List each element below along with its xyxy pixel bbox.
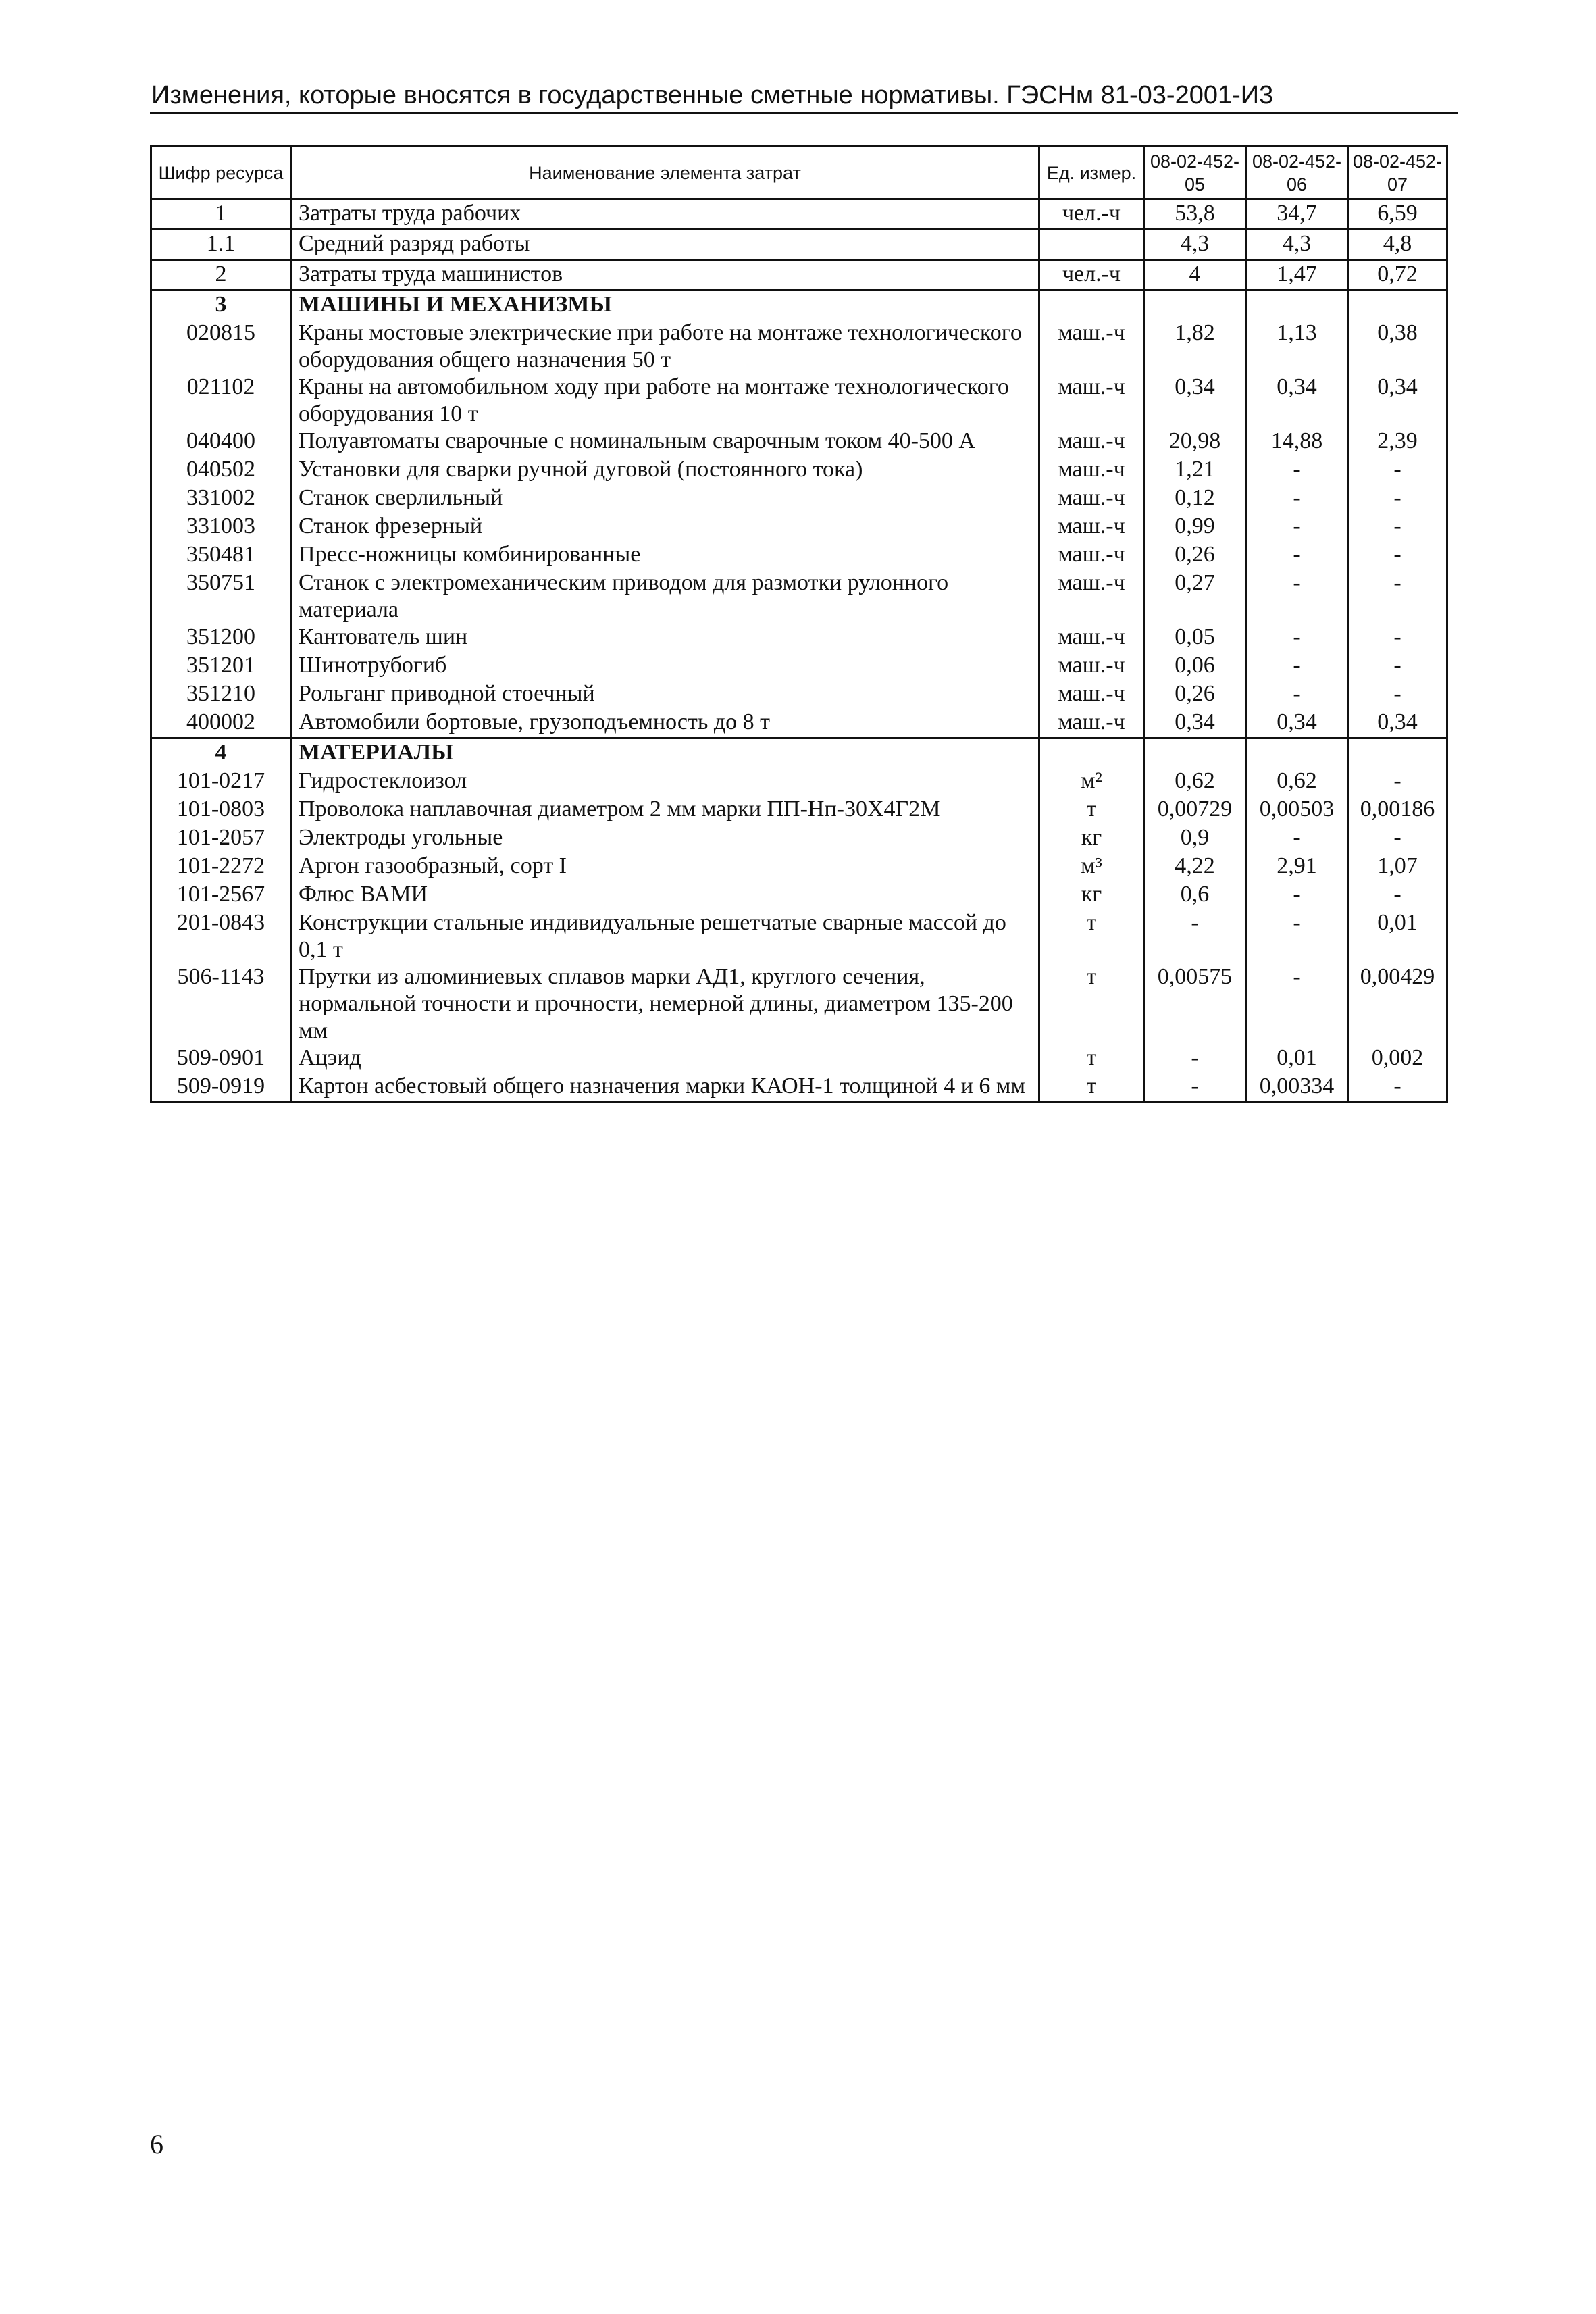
cell-value-452-06: 0,62 (1246, 768, 1348, 796)
cell-value-452-05 (1144, 738, 1246, 768)
table-row (151, 768, 1447, 796)
page-number: 6 (150, 2129, 163, 2159)
cell-code: 350751 (151, 570, 291, 624)
table-header-row (151, 147, 1447, 199)
cell-code: 509-0919 (151, 1073, 291, 1103)
cell-unit: т (1039, 1045, 1144, 1073)
cell-value-452-06: 2,91 (1246, 853, 1348, 881)
cell-name: Станок сверлильный (291, 484, 1039, 513)
section-title: МАШИНЫ И МЕХАНИЗМЫ (291, 291, 1039, 320)
cell-value-452-05: 0,99 (1144, 513, 1246, 541)
cell-code: 040502 (151, 456, 291, 484)
cell-name: Гидростеклоизол (291, 768, 1039, 796)
cell-value-452-06: 0,00503 (1246, 796, 1348, 824)
cell-name: Конструкции стальные индивидуальные решетчатые сварные массой до 0,1 т (291, 909, 1039, 963)
cell-value-452-06: - (1246, 680, 1348, 709)
table-row (151, 541, 1447, 570)
cell-name: Краны на автомобильном ходу при работе на монтаже технологического оборудования 10 т (291, 374, 1039, 428)
cell-value-452-06: - (1246, 652, 1348, 680)
column-header-name: Наименование элемента затрат (291, 147, 1039, 199)
cell-unit: м² (1039, 768, 1144, 796)
cell-code: 2 (151, 260, 291, 291)
cell-name: Затраты труда машинистов (291, 260, 1039, 291)
cell-value-452-06: - (1246, 456, 1348, 484)
cell-value-452-05: 0,12 (1144, 484, 1246, 513)
cell-code: 506-1143 (151, 963, 291, 1045)
cell-code: 351210 (151, 680, 291, 709)
cell-value-452-07: - (1348, 824, 1447, 853)
column-header-452-06: 08-02-452-06 (1246, 147, 1348, 199)
cell-name: Станок с электромеханическим приводом для размотки рулонного материала (291, 570, 1039, 624)
cell-code: 509-0901 (151, 1045, 291, 1073)
cell-name: Ацэид (291, 1045, 1039, 1073)
cell-code: 331003 (151, 513, 291, 541)
cell-value-452-07: - (1348, 541, 1447, 570)
cell-value-452-05: 4,22 (1144, 853, 1246, 881)
cell-unit (1039, 738, 1144, 768)
cell-name: Средний разряд работы (291, 230, 1039, 260)
cell-value-452-05: 0,00575 (1144, 963, 1246, 1045)
cell-value-452-07: - (1348, 624, 1447, 652)
cell-unit: маш.-ч (1039, 652, 1144, 680)
cell-value-452-06: - (1246, 624, 1348, 652)
table-row (151, 624, 1447, 652)
cell-value-452-06: - (1246, 541, 1348, 570)
cell-code: 101-0803 (151, 796, 291, 824)
cell-unit: маш.-ч (1039, 709, 1144, 738)
cell-name: Станок фрезерный (291, 513, 1039, 541)
cell-unit: маш.-ч (1039, 570, 1144, 624)
cell-value-452-06: 34,7 (1246, 199, 1348, 230)
cell-value-452-07: 1,07 (1348, 853, 1447, 881)
table-row (151, 796, 1447, 824)
cell-unit: маш.-ч (1039, 456, 1144, 484)
cell-value-452-05: - (1144, 1045, 1246, 1073)
cell-value-452-06: 14,88 (1246, 428, 1348, 456)
cell-value-452-05: 0,9 (1144, 824, 1246, 853)
table-row (151, 1045, 1447, 1073)
cell-unit: кг (1039, 881, 1144, 909)
cell-code: 040400 (151, 428, 291, 456)
cell-value-452-07: - (1348, 484, 1447, 513)
cell-name: Рольганг приводной стоечный (291, 680, 1039, 709)
cell-code: 1.1 (151, 230, 291, 260)
cell-unit: т (1039, 909, 1144, 963)
cell-name: Электроды угольные (291, 824, 1039, 853)
cell-value-452-05: 0,26 (1144, 541, 1246, 570)
cell-value-452-06: 0,01 (1246, 1045, 1348, 1073)
cell-value-452-06: 1,13 (1246, 320, 1348, 374)
table-row (151, 570, 1447, 624)
column-header-unit: Ед. измер. (1039, 147, 1144, 199)
cell-name: Флюс ВАМИ (291, 881, 1039, 909)
cell-unit: т (1039, 963, 1144, 1045)
table-row (151, 824, 1447, 853)
cell-code: 020815 (151, 320, 291, 374)
cell-code: 101-0217 (151, 768, 291, 796)
cell-value-452-07: - (1348, 881, 1447, 909)
table-row (151, 1073, 1447, 1103)
cell-unit: чел.-ч (1039, 260, 1144, 291)
cell-value-452-05: 0,00729 (1144, 796, 1246, 824)
cell-value-452-07: 2,39 (1348, 428, 1447, 456)
cell-value-452-07: 0,00186 (1348, 796, 1447, 824)
header-rule (150, 112, 1458, 114)
cell-value-452-06: 4,3 (1246, 230, 1348, 260)
cell-code: 331002 (151, 484, 291, 513)
cell-value-452-07 (1348, 738, 1447, 768)
cell-value-452-07: 0,34 (1348, 709, 1447, 738)
cell-value-452-07: - (1348, 768, 1447, 796)
cell-name: Аргон газообразный, сорт I (291, 853, 1039, 881)
cell-name: Установки для сварки ручной дуговой (постоянного тока) (291, 456, 1039, 484)
section-row-machines (151, 291, 1447, 320)
cell-value-452-07: 0,002 (1348, 1045, 1447, 1073)
cell-value-452-05: 4 (1144, 260, 1246, 291)
cell-value-452-05: 0,6 (1144, 881, 1246, 909)
table-row (151, 230, 1447, 260)
table-row (151, 428, 1447, 456)
cell-unit: маш.-ч (1039, 624, 1144, 652)
cell-value-452-07: 0,38 (1348, 320, 1447, 374)
cell-code: 1 (151, 199, 291, 230)
cell-value-452-05: 0,34 (1144, 709, 1246, 738)
table-row (151, 881, 1447, 909)
table-row (151, 709, 1447, 738)
cell-name: Пресс-ножницы комбинированные (291, 541, 1039, 570)
cell-name: Автомобили бортовые, грузоподъемность до 8 т (291, 709, 1039, 738)
cell-value-452-07: - (1348, 1073, 1447, 1103)
cell-name: Краны мостовые электрические при работе на монтаже технологического оборудования общего назначения 50 т (291, 320, 1039, 374)
cell-unit: маш.-ч (1039, 428, 1144, 456)
cell-unit: чел.-ч (1039, 199, 1144, 230)
cell-unit: кг (1039, 824, 1144, 853)
table-row (151, 320, 1447, 374)
cell-unit: маш.-ч (1039, 680, 1144, 709)
cell-code: 3 (151, 291, 291, 320)
cell-value-452-05 (1144, 291, 1246, 320)
cell-value-452-05: 1,82 (1144, 320, 1246, 374)
cell-value-452-07 (1348, 291, 1447, 320)
cell-value-452-05: - (1144, 1073, 1246, 1103)
table-row (151, 484, 1447, 513)
cell-unit: т (1039, 796, 1144, 824)
cell-name: Проволока наплавочная диаметром 2 мм марки ПП-Нп-30Х4Г2М (291, 796, 1039, 824)
cell-value-452-06: - (1246, 570, 1348, 624)
cell-value-452-07: 6,59 (1348, 199, 1447, 230)
cell-code: 400002 (151, 709, 291, 738)
cell-name: Шинотрубогиб (291, 652, 1039, 680)
cell-value-452-05: 0,27 (1144, 570, 1246, 624)
cell-unit: т (1039, 1073, 1144, 1103)
cell-value-452-07: 0,34 (1348, 374, 1447, 428)
cell-code: 4 (151, 738, 291, 768)
cell-value-452-07: - (1348, 652, 1447, 680)
cell-value-452-06: 0,00334 (1246, 1073, 1348, 1103)
cell-name: Полуавтоматы сварочные с номинальным сварочным током 40-500 А (291, 428, 1039, 456)
cell-unit (1039, 291, 1144, 320)
cell-value-452-07: 0,72 (1348, 260, 1447, 291)
cell-unit (1039, 230, 1144, 260)
cell-code: 101-2057 (151, 824, 291, 853)
cell-value-452-06: - (1246, 484, 1348, 513)
table-row (151, 652, 1447, 680)
column-header-452-07: 08-02-452-07 (1348, 147, 1447, 199)
cell-value-452-05: 53,8 (1144, 199, 1246, 230)
cell-value-452-06 (1246, 291, 1348, 320)
cell-value-452-05: 0,06 (1144, 652, 1246, 680)
cell-unit: маш.-ч (1039, 374, 1144, 428)
cell-name: Картон асбестовый общего назначения марки КАОН-1 толщиной 4 и 6 мм (291, 1073, 1039, 1103)
table-row (151, 963, 1447, 1045)
cell-value-452-05: 0,34 (1144, 374, 1246, 428)
cell-code: 351200 (151, 624, 291, 652)
column-header-452-05: 08-02-452-05 (1144, 147, 1246, 199)
cell-value-452-06: - (1246, 513, 1348, 541)
cell-value-452-06: 0,34 (1246, 374, 1348, 428)
cell-code: 351201 (151, 652, 291, 680)
cell-value-452-07: 4,8 (1348, 230, 1447, 260)
cell-value-452-06 (1246, 738, 1348, 768)
cell-value-452-07: - (1348, 680, 1447, 709)
table-row (151, 909, 1447, 963)
cell-value-452-07: - (1348, 513, 1447, 541)
cell-value-452-07: - (1348, 456, 1447, 484)
section-row-materials (151, 738, 1447, 768)
document-header: Изменения, которые вносятся в государственные сметные нормативы. ГЭСНм 81-03-2001-И3 (151, 81, 1274, 109)
table-row (151, 199, 1447, 230)
cell-value-452-05: 0,05 (1144, 624, 1246, 652)
cell-value-452-07: 0,00429 (1348, 963, 1447, 1045)
cell-code: 201-0843 (151, 909, 291, 963)
cell-unit: маш.-ч (1039, 541, 1144, 570)
cell-value-452-07: 0,01 (1348, 909, 1447, 963)
table-row (151, 374, 1447, 428)
cell-name: Прутки из алюминиевых сплавов марки АД1, круглого сечения, нормальной точности и прочности, немерной длины, диаметром 135-200 мм (291, 963, 1039, 1045)
table-row (151, 260, 1447, 291)
column-header-code: Шифр ресурса (151, 147, 291, 199)
cell-value-452-06: - (1246, 824, 1348, 853)
section-title: МАТЕРИАЛЫ (291, 738, 1039, 768)
cell-code: 101-2272 (151, 853, 291, 881)
table-row (151, 456, 1447, 484)
cell-code: 021102 (151, 374, 291, 428)
cell-value-452-05: 0,62 (1144, 768, 1246, 796)
table-row (151, 853, 1447, 881)
cell-value-452-05: 4,3 (1144, 230, 1246, 260)
table-row (151, 680, 1447, 709)
resource-norms-table (150, 145, 1448, 1103)
cell-value-452-05: 0,26 (1144, 680, 1246, 709)
cell-unit: маш.-ч (1039, 484, 1144, 513)
cell-value-452-06: - (1246, 963, 1348, 1045)
cell-value-452-05: 1,21 (1144, 456, 1246, 484)
cell-unit: маш.-ч (1039, 320, 1144, 374)
cell-name: Кантователь шин (291, 624, 1039, 652)
cell-value-452-06: - (1246, 881, 1348, 909)
cell-value-452-05: - (1144, 909, 1246, 963)
cell-value-452-06: 0,34 (1246, 709, 1348, 738)
cell-value-452-06: 1,47 (1246, 260, 1348, 291)
cell-unit: м³ (1039, 853, 1144, 881)
cell-code: 101-2567 (151, 881, 291, 909)
cell-value-452-07: - (1348, 570, 1447, 624)
cell-value-452-05: 20,98 (1144, 428, 1246, 456)
cell-code: 350481 (151, 541, 291, 570)
cell-unit: маш.-ч (1039, 513, 1144, 541)
cell-name: Затраты труда рабочих (291, 199, 1039, 230)
table-row (151, 513, 1447, 541)
cell-value-452-06: - (1246, 909, 1348, 963)
